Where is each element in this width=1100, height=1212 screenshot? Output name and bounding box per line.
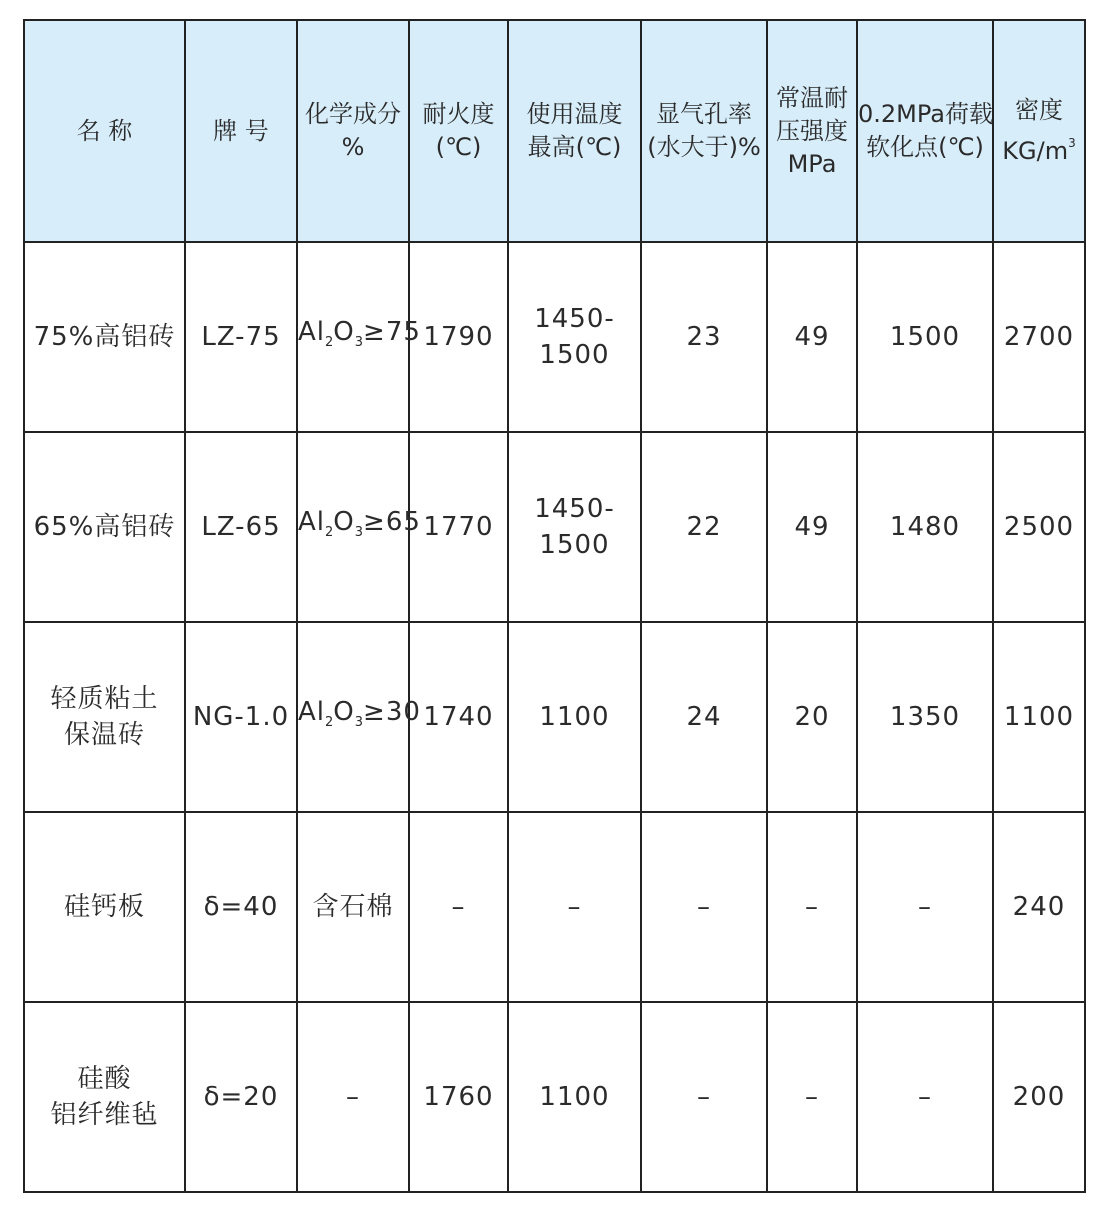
header-chemical-composition xyxy=(297,20,409,242)
name-line-1: 轻质粘土 xyxy=(50,684,159,714)
name-line-1: 硅酸 xyxy=(77,1064,132,1094)
chem-al: Al xyxy=(298,696,326,727)
table-row xyxy=(24,242,1085,432)
chem-o: O xyxy=(333,316,355,347)
cell-porosity: – xyxy=(641,1002,767,1192)
cell-chemical xyxy=(297,622,421,812)
cell-name xyxy=(24,812,185,1002)
cell-chemical xyxy=(297,1002,409,1192)
cell-chemical xyxy=(297,432,421,622)
cell-max-temp: 1100 xyxy=(508,1002,641,1192)
cell-refractoriness: – xyxy=(409,812,508,1002)
table-row xyxy=(24,812,1085,1002)
chem-o: O xyxy=(333,506,355,537)
cell-chemical xyxy=(297,812,409,1002)
header-porosity-line-1: 显气孔率 xyxy=(656,100,752,128)
cell-softening: 1500 xyxy=(857,242,993,432)
chem-sub-1: 2 xyxy=(325,334,334,350)
header-strength-line-2: 压强度 xyxy=(776,116,848,145)
cell-softening: 1350 xyxy=(857,622,993,812)
header-grade-line: 牌 号 xyxy=(213,116,269,145)
cell-name xyxy=(24,242,185,432)
table-row xyxy=(24,622,1085,812)
header-refract-line-2: (℃) xyxy=(435,133,482,161)
cell-softening: 1480 xyxy=(857,432,993,622)
refractory-spec-table xyxy=(23,19,1086,1193)
name-line: 65%高铝砖 xyxy=(33,512,176,542)
header-density-line-1: 密度 xyxy=(1015,96,1063,124)
density-unit-superscript: 3 xyxy=(1068,136,1076,150)
cell-strength: 49 xyxy=(767,242,857,432)
header-name xyxy=(24,20,185,242)
cell-grade: LZ-65 xyxy=(185,432,297,622)
cell-porosity: 23 xyxy=(641,242,767,432)
chem-threshold: ≥75 xyxy=(363,316,421,347)
header-strength-line-1: 常温耐 xyxy=(776,83,848,112)
header-refract-line-1: 耐火度 xyxy=(422,100,495,128)
chem-text: – xyxy=(346,1082,360,1112)
table-row xyxy=(24,432,1085,622)
cell-chemical xyxy=(297,242,421,432)
header-chem-line-1: 化学成分 xyxy=(305,100,401,128)
cell-strength: – xyxy=(767,812,857,1002)
chem-sub-2: 3 xyxy=(354,714,364,730)
header-softening-line-1: 0.2MPa荷载 xyxy=(858,100,993,128)
cell-porosity: 24 xyxy=(641,622,767,812)
cell-strength: 49 xyxy=(767,432,857,622)
chem-text: 含石棉 xyxy=(312,892,394,922)
density-unit: KG/m xyxy=(1002,137,1069,165)
header-refractoriness xyxy=(409,20,508,242)
cell-softening: – xyxy=(857,1002,993,1192)
header-density-line-2 xyxy=(994,127,1084,168)
chem-sub-2: 3 xyxy=(354,524,364,540)
cell-max-temp: 1450-1500 xyxy=(508,242,641,432)
cell-porosity: – xyxy=(641,812,767,1002)
header-density xyxy=(993,20,1085,242)
cell-density: 200 xyxy=(993,1002,1085,1192)
cell-strength: 20 xyxy=(767,622,857,812)
chem-o: O xyxy=(333,696,355,727)
header-chem-line-2: % xyxy=(341,133,365,161)
header-porosity-line-2: (水大于)% xyxy=(647,133,761,161)
chem-sub-1: 2 xyxy=(325,524,334,540)
table-row xyxy=(24,1002,1085,1192)
cell-name xyxy=(24,1002,185,1192)
header-softening xyxy=(857,20,993,242)
cell-max-temp: – xyxy=(508,812,641,1002)
cell-max-temp: 1100 xyxy=(508,622,641,812)
cell-max-temp: 1450-1500 xyxy=(508,432,641,622)
header-strength xyxy=(767,20,857,242)
cell-density: 240 xyxy=(993,812,1085,1002)
cell-density: 2700 xyxy=(993,242,1085,432)
header-grade xyxy=(185,20,297,242)
chem-sub-1: 2 xyxy=(325,714,334,730)
cell-name xyxy=(24,432,185,622)
name-line: 硅钙板 xyxy=(63,892,145,922)
cell-density: 2500 xyxy=(993,432,1085,622)
header-temp-line-2: 最高(℃) xyxy=(527,133,622,161)
cell-refractoriness: 1740 xyxy=(409,622,508,812)
cell-grade: δ=20 xyxy=(185,1002,297,1192)
name-line: 75%高铝砖 xyxy=(33,322,176,352)
chem-al: Al xyxy=(298,506,326,537)
chem-threshold: ≥65 xyxy=(363,506,421,537)
cell-refractoriness: 1790 xyxy=(409,242,508,432)
chem-al: Al xyxy=(298,316,326,347)
name-line-2: 保温砖 xyxy=(63,720,145,750)
cell-grade: NG-1.0 xyxy=(185,622,297,812)
cell-grade: LZ-75 xyxy=(185,242,297,432)
header-temp-line-1: 使用温度 xyxy=(526,100,623,128)
header-row xyxy=(24,20,1085,242)
name-line-2: 铝纤维毡 xyxy=(50,1100,159,1130)
header-strength-line-3: MPa xyxy=(787,149,837,178)
cell-density: 1100 xyxy=(993,622,1085,812)
cell-refractoriness: 1760 xyxy=(409,1002,508,1192)
cell-strength: – xyxy=(767,1002,857,1192)
header-porosity xyxy=(641,20,767,242)
chem-threshold: ≥30 xyxy=(363,696,421,727)
cell-softening: – xyxy=(857,812,993,1002)
cell-name xyxy=(24,622,185,812)
chem-sub-2: 3 xyxy=(354,334,364,350)
header-max-temp xyxy=(508,20,641,242)
header-softening-line-2: 软化点(℃) xyxy=(866,133,984,161)
cell-grade: δ=40 xyxy=(185,812,297,1002)
cell-porosity: 22 xyxy=(641,432,767,622)
header-name-line: 名 称 xyxy=(76,116,133,145)
cell-refractoriness: 1770 xyxy=(409,432,508,622)
